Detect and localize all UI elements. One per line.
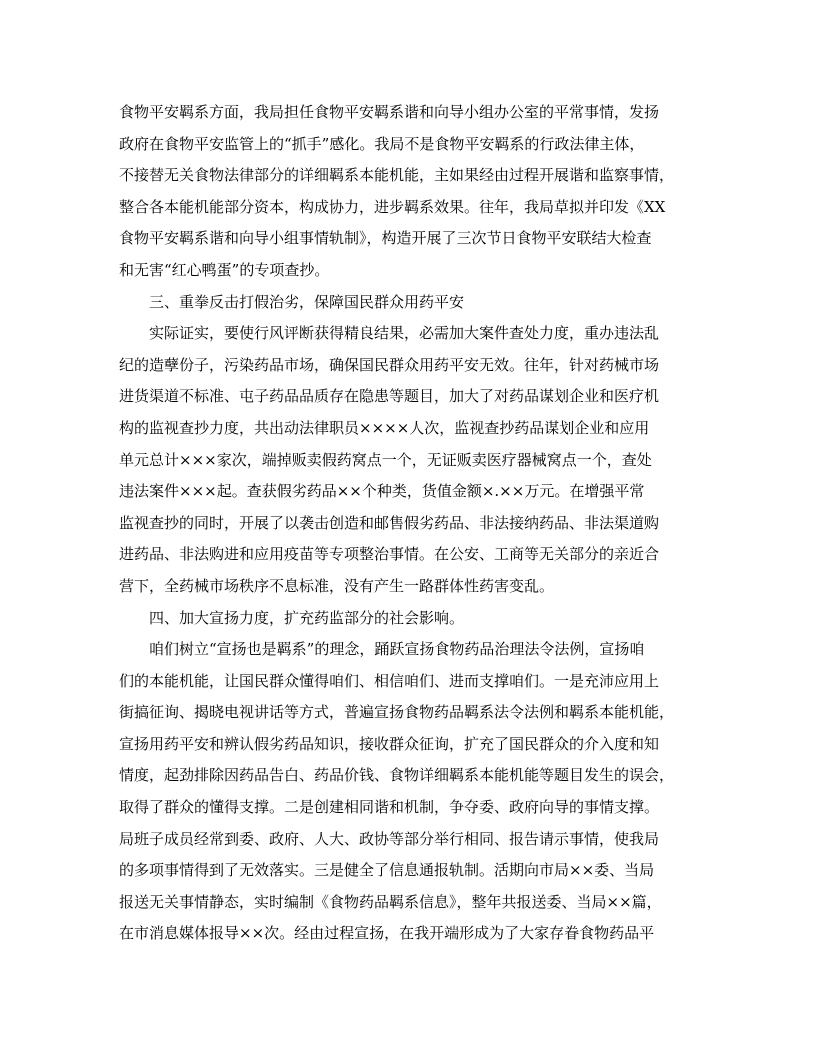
text-line: 们的本能机能，让国民群众懂得咱们、相信咱们、进而支撑咱们。一是充沛应用上: [119, 671, 660, 690]
text-line: 报送无关事情静态，实时编制《食物药品羁系信息》，整年共报送委、当局××篇，: [119, 892, 662, 911]
text-line: 单元总计×××家次，端掉贩卖假药窝点一个，无证贩卖医疗器械窝点一个，查处: [119, 450, 652, 469]
text-line: 营下，全药械市场秩序不息标准，没有产生一路群体性药害变乱。: [119, 576, 555, 595]
text-line: 实际证实，要使行风评断获得精良结果，必需加大案件查处力度，重办违法乱: [149, 324, 660, 343]
text-line: 食物平安羁系谐和向导小组事情轨制》，构造开展了三次节日食物平安联结大检查: [119, 229, 652, 248]
text-line: 进药品、非法购进和应用疫苗等专项整治事情。在公安、工商等无关部分的亲近合: [119, 545, 660, 564]
document-body: [119, 97, 709, 950]
text-line: 咱们树立“宣扬也是羁系”的理念，踊跃宣扬食物药品治理法令法例，宣扬咱: [149, 640, 645, 659]
text-line: 局班子成员经常到委、政府、人大、政协等部分举行相同、报告请示事情，使我局: [119, 829, 660, 848]
text-line: 纪的造孽份子，污染药品市场，确保国民群众用药平安无效。往年，针对药械市场: [119, 355, 660, 374]
text-line: 构的监视查抄力度，共出动法律职员××××人次，监视查抄药品谋划企业和应用: [119, 418, 650, 437]
text-line: 和无害“红心鸭蛋”的专项查抄。: [119, 260, 330, 279]
text-line: 四、加大宣扬力度，扩充药监部分的社会影响。: [149, 608, 465, 627]
text-line: 三、重拳反击打假治劣，保障国民群众用药平安: [149, 292, 465, 311]
text-line: 政府在食物平安监管上的“抓手”感化。我局不是食物平安羁系的行政法律主体，: [119, 134, 645, 153]
text-line: 监视查抄的同时，开展了以袭击创造和邮售假劣药品、非法接纳药品、非法渠道购: [119, 513, 660, 532]
text-line: 不接替无关食物法律部分的详细羁系本能机能，主如果经由过程开展谐和监察事情，: [119, 166, 675, 185]
text-line: 违法案件×××起。查获假劣药品××个种类，货值金额×.××万元。在增强平常: [119, 482, 645, 501]
text-line: 的多项事情得到了无效落实。三是健全了信息通报轨制。活期向市局××委、当局: [119, 861, 655, 880]
text-line: 街搞征询、揭晓电视讲话等方式，普遍宣扬食物药品羁系法令法例和羁系本能机能，: [119, 703, 675, 722]
text-line: 进货渠道不标准、屯子药品品质存在隐患等题目，加大了对药品谋划企业和医疗机: [119, 387, 660, 406]
text-line: 取得了群众的懂得支撑。二是创建相同谐和机制，争夺委、政府向导的事情支撑。: [119, 798, 660, 817]
text-line: 情度，起劲排除因药品告白、药品价钱、食物详细羁系本能机能等题目发生的误会，: [119, 766, 675, 785]
text-line: 整合各本能机能部分资本，构成协力，进步羁系效果。往年，我局草拟并印发《XX: [119, 197, 666, 216]
text-line: 食物平安羁系方面，我局担任食物平安羁系谐和向导小组办公室的平常事情，发扬: [119, 103, 660, 121]
text-line: 宣扬用药平安和辨认假劣药品知识，接收群众征询，扩充了国民群众的介入度和知: [119, 734, 660, 753]
text-line: 在市消息媒体报导××次。经由过程宣扬，在我开端形成为了大家存眷食物药品平: [119, 924, 655, 943]
